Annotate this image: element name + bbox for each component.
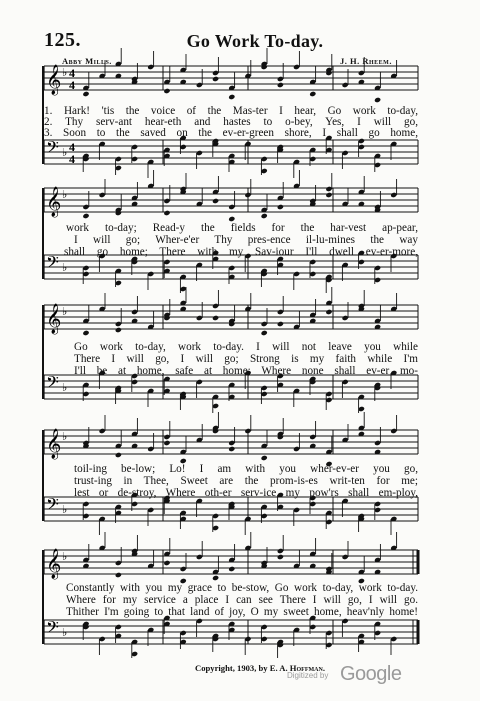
flat-icon: ♭ [62, 146, 68, 159]
treble-clef-icon: 𝄞 [46, 304, 62, 334]
flat-icon: ♭ [62, 381, 68, 394]
time-signature: 4 [69, 140, 75, 154]
lyric-line: lest or de-stroy, Where oth-er serv-ice my pow'rs shall em-ploy, [74, 487, 418, 499]
lyric-line: Constantly with you my grace to be-stow, Go work to-day, work to-day. [66, 582, 418, 594]
time-signature: 4 [69, 152, 75, 166]
treble-clef-icon: 𝄞 [46, 429, 62, 459]
lyric-line: toil-ing be-low; Lo! I am with you wher-ev-er you go, [74, 463, 418, 475]
lyric-line: trust-ing in Thee, Sweet are the prom-is-es writ-ten for me; [74, 475, 418, 487]
note-head [228, 566, 235, 572]
copyright-notice [150, 663, 370, 673]
lyric-line: I'll be at home, safe at home; Where none shall ev-er mo- [74, 365, 418, 377]
note-head [277, 554, 284, 560]
lyric-line: Thither I'm going to that land of joy, O my sweet home, heav'nly home! [66, 606, 418, 618]
bass-clef-icon: 𝄢 [46, 494, 59, 518]
hymn-title: Go Work To-day. [186, 31, 324, 51]
digitized-by-label: Digitized by [287, 671, 329, 680]
lyric-line: 3. Soon to the saved on the ev-er-green shore, I shall go home, [44, 127, 418, 139]
treble-clef-icon: 𝄞 [46, 187, 62, 217]
time-signature: 4 [69, 66, 75, 80]
lyric-line: 2. Thy serv-ant hear-eth and hastes to o-bey, Yes, I will go, [44, 116, 418, 128]
time-signature: 4 [69, 78, 75, 92]
bass-clef-icon: 𝄢 [46, 252, 59, 276]
flat-icon: ♭ [62, 305, 68, 318]
lyric-line: shall go home; There with my Sav-iour I'll dwell ev-er-more, [64, 246, 418, 258]
lyric-line: I will go; Wher-e'er Thy pres-ence il-lu-mines the way [74, 234, 418, 246]
note-head [163, 560, 170, 566]
bass-clef-icon: 𝄢 [46, 137, 59, 161]
flat-icon: ♭ [62, 550, 68, 563]
treble-clef-icon: 𝄞 [46, 65, 62, 95]
copyright-prefix: Copyright, 1903, by [195, 663, 268, 673]
lyric-line: There I will go, I will go; Strong is my faith while I'm [74, 353, 418, 365]
flat-icon: ♭ [62, 430, 68, 443]
google-watermark-logo: Google [340, 663, 402, 685]
bass-clef-icon: 𝄢 [46, 372, 59, 396]
flat-icon: ♭ [62, 261, 68, 274]
flat-icon: ♭ [62, 626, 68, 639]
flat-icon: ♭ [62, 188, 68, 201]
bass-clef-icon: 𝄢 [46, 617, 59, 641]
flat-icon: ♭ [62, 503, 68, 516]
copyright-name: E. A. Hoffman. [269, 663, 325, 673]
composer-credit: J. H. Rheem. [340, 56, 392, 66]
author-credit: Abby Mills. [62, 56, 112, 66]
lyric-line: Go work to-day, work to-day. I will not leave you while [74, 341, 418, 353]
note-head [115, 572, 122, 578]
treble-clef-icon: 𝄞 [46, 549, 62, 579]
note-head [212, 575, 219, 581]
hymn-number: 125. [44, 29, 81, 51]
flat-icon: ♭ [62, 66, 68, 79]
lyric-line: Where for my service a place I can see There I will go, I will go. [66, 594, 418, 606]
lyric-line: work to-day; Read-y the fields for the har-vest ap-pear, [66, 222, 418, 234]
lyric-line: 1. Hark! 'tis the voice of the Mas-ter I hear, Go work to-day, [44, 105, 418, 117]
